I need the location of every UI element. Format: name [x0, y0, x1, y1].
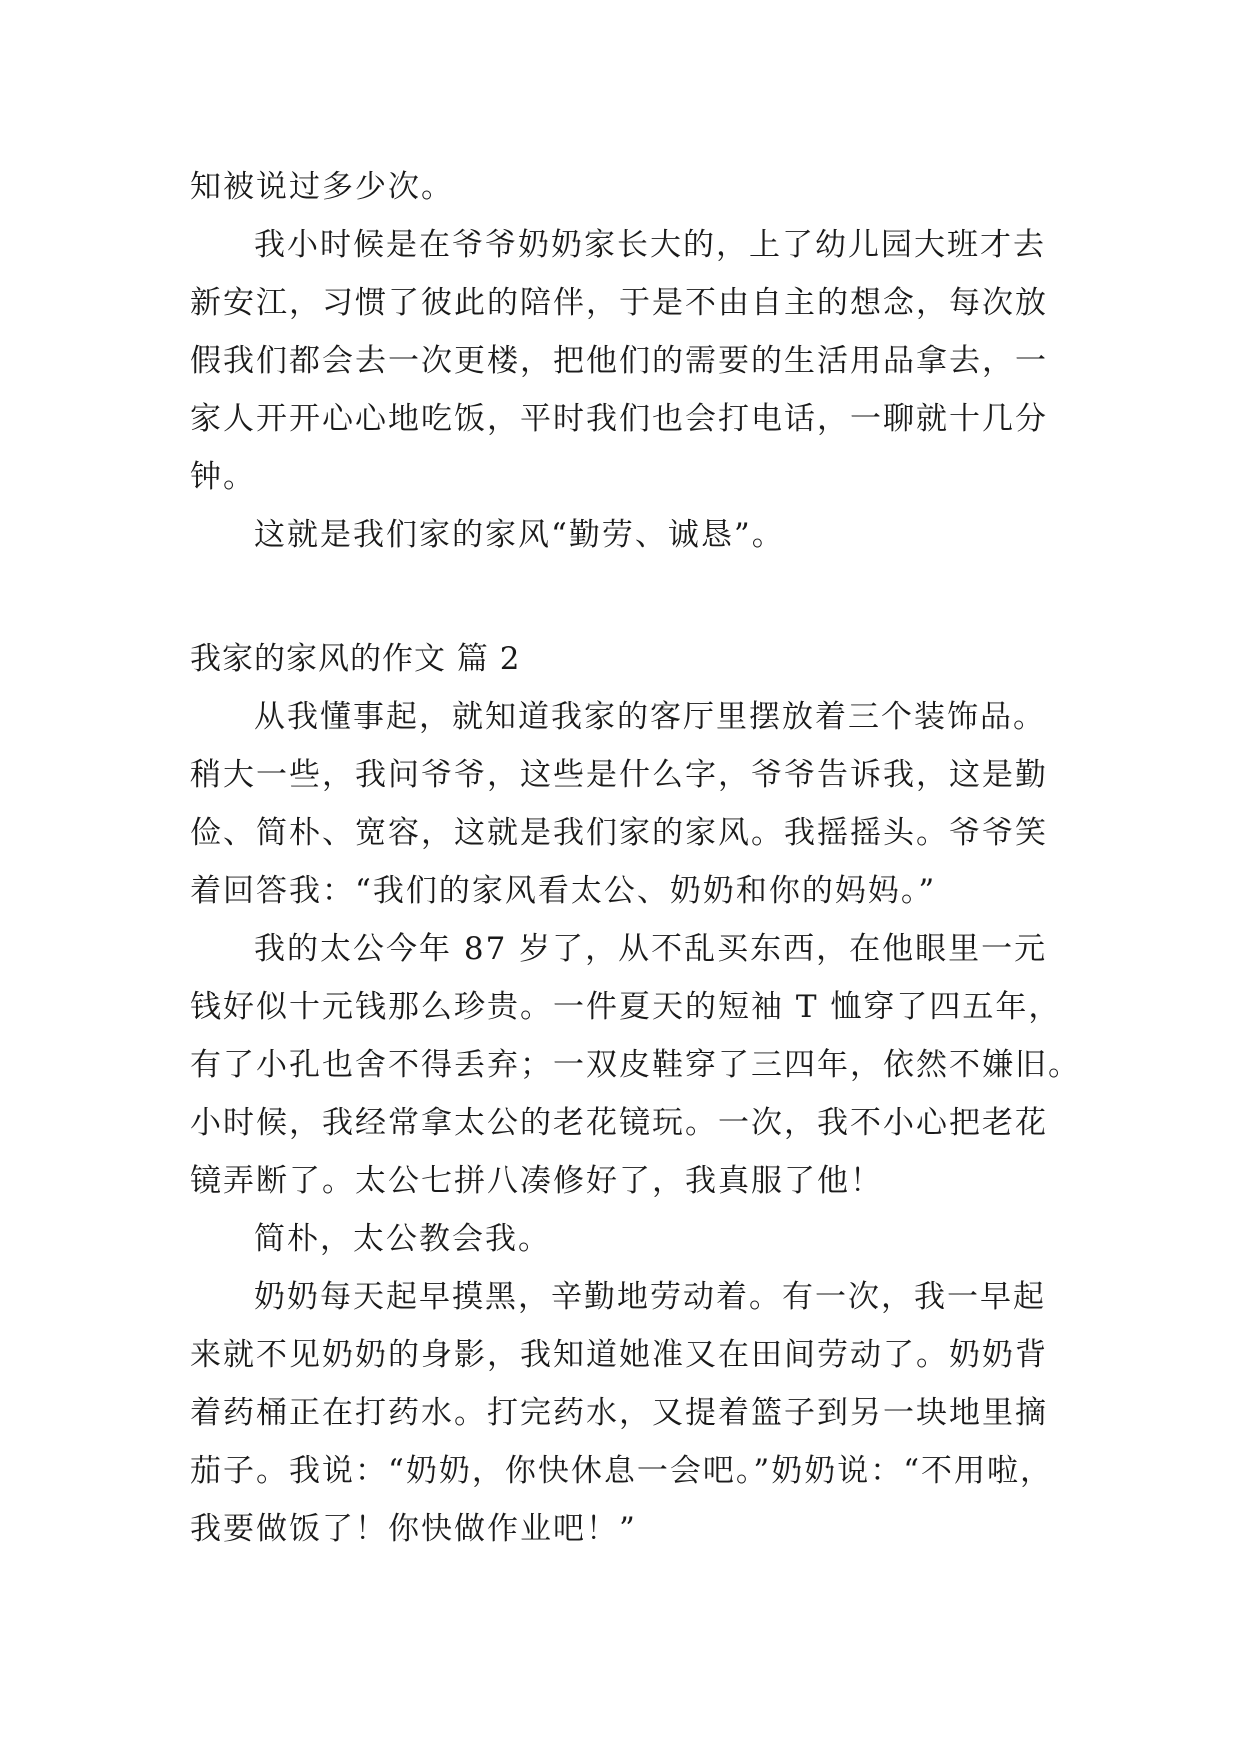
text-line: 钱好似十元钱那么珍贵。一件夏天的短袖 T 恤穿了四五年， [190, 989, 1062, 1025]
heading-text: 我家的家风的作文 篇 2 [190, 641, 521, 677]
text-line: 家人开开心心地吃饭，平时我们也会打电话，一聊就十几分 [190, 401, 1048, 437]
text-line: 茄子。我说：“奶奶，你快休息一会吧。”奶奶说：“不用啦， [190, 1453, 1054, 1489]
text-line: 从我懂事起，就知道我家的客厅里摆放着三个装饰品。 [254, 699, 1046, 735]
text-line: 镜弄断了。太公七拼八凑修好了，我真服了他！ [190, 1163, 883, 1199]
text-line: 小时候，我经常拿太公的老花镜玩。一次，我不小心把老花 [190, 1105, 1048, 1141]
text-line: 我的太公今年 87 岁了，从不乱买东西，在他眼里一元 [254, 931, 1048, 967]
text-line: 稍大一些，我问爷爷，这些是什么字，爷爷告诉我，这是勤 [190, 757, 1048, 793]
text-line: 着药桶正在打药水。打完药水，又提着篮子到另一块地里摘 [190, 1395, 1048, 1431]
paragraph [190, 506, 1070, 564]
text-line: 这就是我们家的家风“勤劳、诚恳”。 [254, 517, 785, 553]
paragraph [190, 920, 1081, 1210]
text-line: 俭、简朴、宽容，这就是我们家的家风。我摇摇头。爷爷笑 [190, 815, 1048, 851]
text-line: 钟。 [190, 459, 256, 495]
text-line: 来就不见奶奶的身影，我知道她准又在田间劳动了。奶奶背 [190, 1337, 1048, 1373]
paragraph-continuation [190, 158, 1070, 216]
paragraph [190, 688, 1070, 920]
section-gap [190, 564, 1070, 630]
text-line: 简朴，太公教会我。 [254, 1221, 551, 1257]
text-line: 有了小孔也舍不得丢弃；一双皮鞋穿了三四年，依然不嫌旧。 [190, 1047, 1081, 1083]
text-line: 假我们都会去一次更楼，把他们的需要的生活用品拿去，一 [190, 343, 1048, 379]
text-line: 知被说过多少次。 [190, 169, 454, 205]
text-line: 着回答我：“我们的家风看太公、奶奶和你的妈妈。” [190, 873, 937, 909]
section-heading [190, 630, 1070, 688]
text-line: 奶奶每天起早摸黑，辛勤地劳动着。有一次，我一早起 [254, 1279, 1046, 1315]
text-line: 我小时候是在爷爷奶奶家长大的，上了幼儿园大班才去 [254, 227, 1046, 263]
paragraph [190, 1268, 1070, 1558]
text-line: 我要做饭了！你快做作业吧！” [190, 1511, 637, 1547]
document-body [190, 158, 1081, 1558]
paragraph [190, 1210, 1070, 1268]
paragraph [190, 216, 1070, 506]
text-line: 新安江，习惯了彼此的陪伴，于是不由自主的想念，每次放 [190, 285, 1048, 321]
